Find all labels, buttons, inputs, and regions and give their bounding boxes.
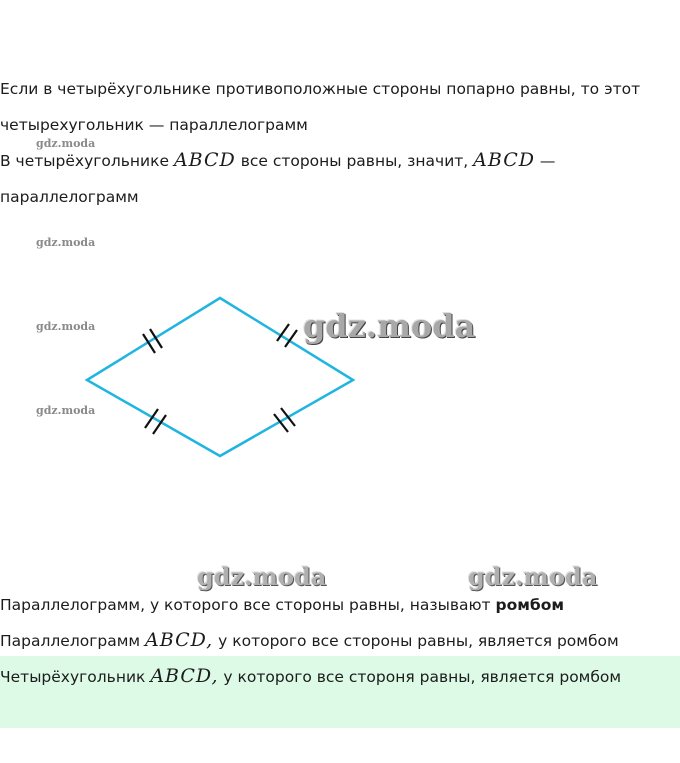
term-rhombus: ромбом <box>495 596 565 614</box>
math-abcd: ABCD, <box>145 629 214 651</box>
watermark: gdz.moda <box>36 137 96 150</box>
paragraph-conclusion <box>0 658 676 695</box>
watermark: gdz.moda <box>36 320 96 333</box>
watermark: gdz.moda <box>36 236 96 249</box>
math-abcd: ABCD <box>173 149 236 171</box>
paragraph-4-prefix: Параллелограмм <box>0 632 146 650</box>
watermark-large: gdz.moda <box>303 307 476 345</box>
conclusion-prefix: Четырёхугольник <box>0 668 151 686</box>
paragraph-2-middle: все стороны равны, значит, <box>235 152 474 170</box>
watermark-large: gdz.moda <box>468 562 598 591</box>
math-abcd: ABCD <box>473 149 535 171</box>
tick-mark-bottom-left <box>145 409 166 434</box>
watermark: gdz.moda <box>36 404 96 417</box>
paragraph-3-prefix: Параллелограмм, у которого все стороны равны, называют <box>0 596 496 614</box>
conclusion-suffix: у которого все стороня равны, является ромбом <box>218 668 622 686</box>
math-abcd: ABCD, <box>150 665 219 687</box>
watermark-large: gdz.moda <box>197 562 327 591</box>
paragraph-4-suffix: у которого все стороны равны, является ромбом <box>213 632 619 650</box>
paragraph-2-prefix: В четырёхугольнике <box>0 152 174 170</box>
paragraph-rhombus-definition <box>0 587 676 623</box>
paragraph-2-suffix: — параллелограмм <box>0 152 556 206</box>
paragraph-parallelogram-is-rhombus <box>0 622 676 659</box>
paragraph-1-text: Если в четырёхугольнике противоположные стороны попарно равны, то этот четырехугольник — параллелограмм <box>0 80 641 134</box>
